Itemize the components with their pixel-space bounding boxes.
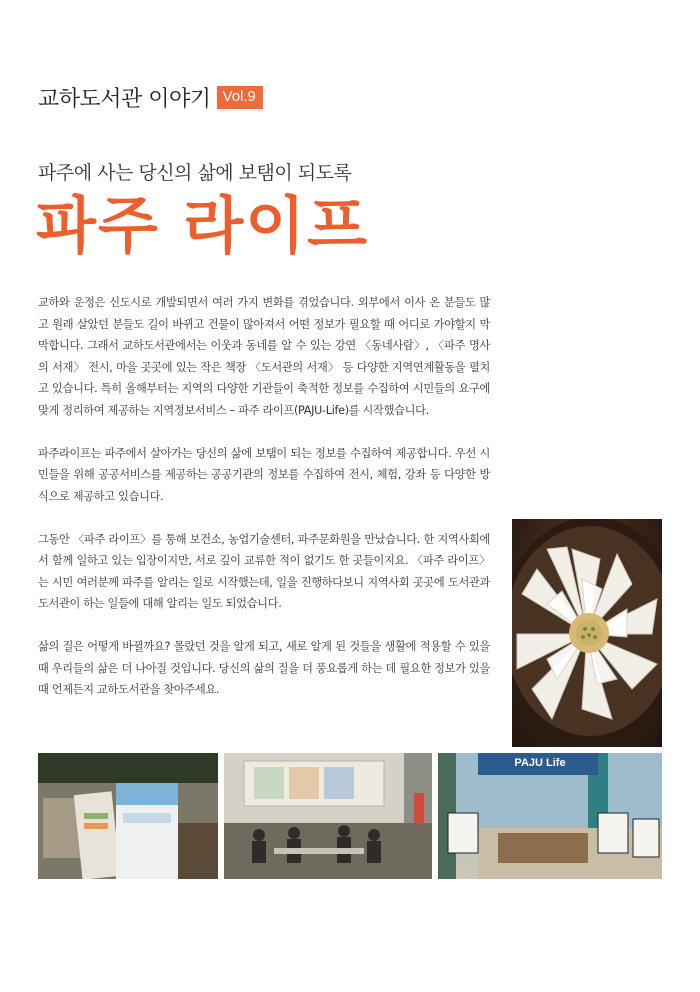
paju-life-desk-photo xyxy=(438,753,662,879)
lotus-photo xyxy=(512,519,662,747)
library-lounge-photo xyxy=(224,753,432,879)
paju-life-sign: PAJU Life xyxy=(514,757,566,769)
paragraph-3: 그동안 〈파주 라이프〉를 통해 보건소, 농업기술센터, 파주문화원을 만났습니다. 한 지역사회에서 함께 일하고 있는 입장이지만, 서로 깊이 교류한 적이 없기도 한 곳들이지요. 〈파주 라이프〉는 시민 여러분께 파주를 알리는 일로 시작했는데, 일을 진행하다보니 지역사회 곳곳에 도서관과 도서관이 하는 일들에 대해 알리는 일도 되었습니다. xyxy=(38,532,490,610)
series-title: 교하도서관 이야기 xyxy=(38,87,211,112)
article-subtitle: 파주에 사는 당신의 삶에 보탬이 되도록 xyxy=(38,162,352,184)
paragraph-2: 파주라이프는 파주에서 살아가는 당신의 삶에 보탬이 되는 정보를 수집하여 제공합니다. 우선 시민들을 위해 공공서비스를 제공하는 공공기관의 정보를 수집하여 전시, 체험, 강좌 등 다양한 방식으로 제공하고 있습니다. xyxy=(38,446,490,503)
article-body xyxy=(38,292,490,722)
library-exhibit-photo xyxy=(38,753,218,879)
paragraph-4: 삶의 질은 어떻게 바뀔까요? 몰랐던 것을 알게 되고, 새로 알게 된 것들을 생활에 적용할 수 있을 때 우리들의 삶은 더 나아질 것입니다. 당신의 삶의 질을 더 풍요롭게 하는 데 필요한 정보가 있을 때 언제든지 교하도서관을 찾아주세요. xyxy=(38,640,490,696)
paragraph-1: 교하와 운정은 신도시로 개발되면서 여러 가지 변화를 겪었습니다. 외부에서 이사 온 분들도 많고 원래 살았던 분들도 길이 바뀌고 건물이 많아져서 어떤 정보가 필요할 때 어디로 가야할지 막막합니다. 그래서 교하도서관에서는 이웃과 동네를 알 수 있는 강연 〈동네사람〉, 〈파주 명사의 서재〉 전시, 마을 곳곳에 있는 작은 책장 〈도서관의 서재〉 등 다양한 지역연계활동을 펼치고 있습니다. 특히 올해부터는 지역의 다양한 기관들이 축적한 정보를 수집하여 시민들의 요구에 맞게 정리하여 제공하는 지역정보서비스 – 파주 라이프(PAJU-Life)를 시작했습니다. xyxy=(38,296,490,417)
series-header xyxy=(38,82,263,113)
article-title: 파주 라이프 xyxy=(36,189,370,262)
volume-badge: Vol.9 xyxy=(217,86,263,109)
